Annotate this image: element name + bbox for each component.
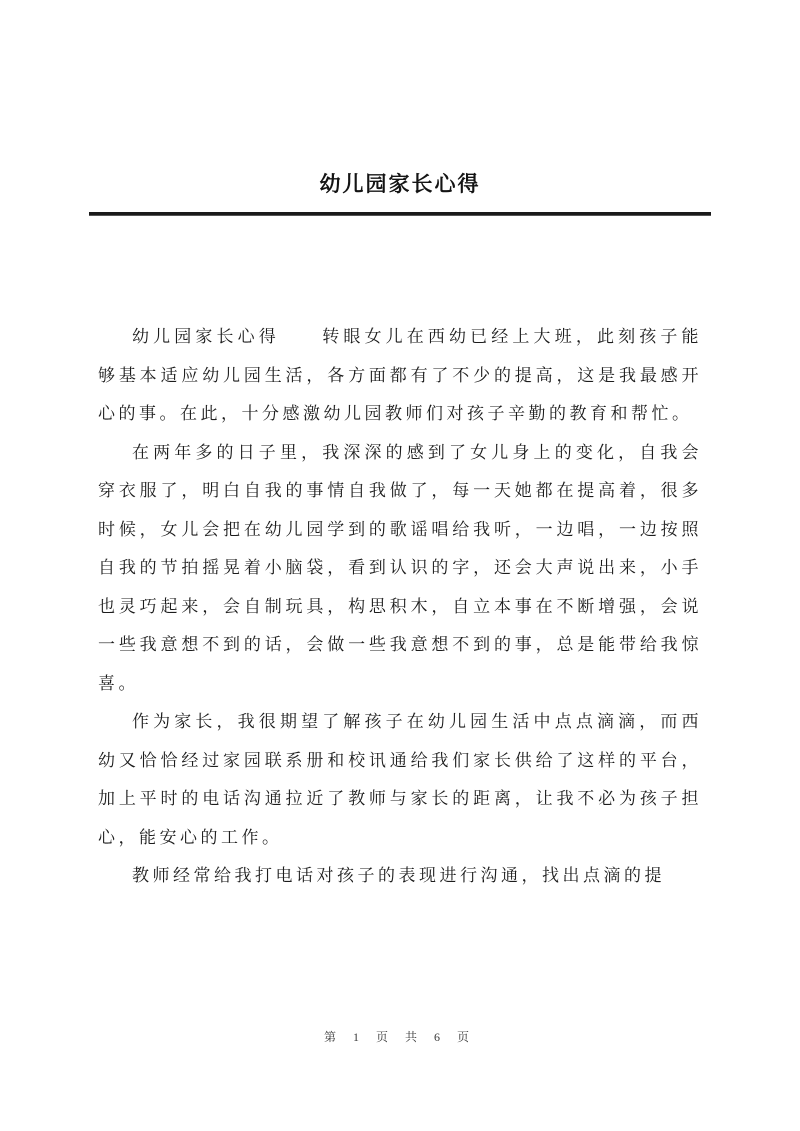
title-divider [89, 212, 711, 216]
paragraph: 作为家长，我很期望了解孩子在幼儿园生活中点点滴滴，而西幼又恰恰经过家园联系册和校讯通给我们家长供给了这样的平台，加上平时的电话沟通拉近了教师与家长的距离，让我不必为孩子担心，能安心的工作。 [98, 712, 702, 847]
paragraph: 在两年多的日子里，我深深的感到了女儿身上的变化，自我会穿衣服了，明白自我的事情自我做了，每一天她都在提高着，很多时候，女儿会把在幼儿园学到的歌谣唱给我听，一边唱，一边按照自我的节拍摇晃着小脑袋，看到认识的字，还会大声说出来，小手也灵巧起来，会自制玩具，构思积木，自立本事在不断增强，会说一些我意想不到的话，会做一些我意想不到的事，总是能带给我惊喜。 [98, 442, 702, 693]
paragraph: 幼儿园家长心得 转眼女儿在西幼已经上大班，此刻孩子能够基本适应幼儿园生活，各方面都有了不少的提高，这是我最感开心的事。在此，十分感激幼儿园教师们对孩子辛勤的教育和帮忙。 [98, 327, 702, 423]
paragraph: 教师经常给我打电话对孩子的表现进行沟通，找出点滴的提 [132, 866, 665, 885]
page-footer [0, 1028, 800, 1045]
document-title: 幼儿园家长心得 [319, 172, 481, 196]
document-body [98, 318, 702, 896]
page-number-text: 第 1 页 共 6 页 [323, 1030, 476, 1044]
